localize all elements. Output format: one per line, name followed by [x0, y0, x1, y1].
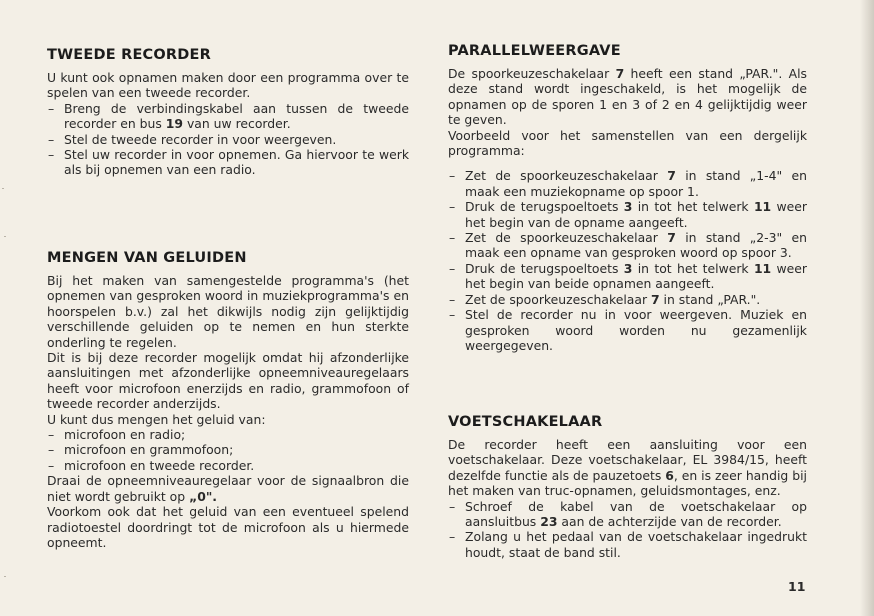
- list-item: – Druk de terugspoeltoets 3 in tot het telwerk 11 weer het begin van de opname aangeeft.: [448, 199, 807, 230]
- bullet-list: [47, 101, 409, 178]
- heading-voetschakelaar: VOETSCHAKELAAR: [448, 414, 603, 430]
- list-item: – Zet de spoorkeuzeschakelaar 7 in stand „2-3" en maak een opname van gesproken woord op spoor 3.: [448, 230, 807, 261]
- scan-mark: [4, 236, 6, 237]
- list-item: – Zet de spoorkeuzeschakelaar 7 in stand „PAR.".: [448, 292, 807, 307]
- page-edge: [860, 0, 874, 616]
- paragraph: Voorkom ook dat het geluid van een eventueel spelend radiotoestel doordringt tot de microfoon als u hiermede opneemt.: [47, 504, 409, 550]
- list-item: – Stel de recorder nu in voor weergeven. Muziek en gesproken woord worden nu gezamenlijk weergegeven.: [448, 307, 807, 353]
- paragraph: Bij het maken van samengestelde programma's (het opnemen van gesproken woord in muziekprogramma's en hoorspelen b.v.) zal het dikwijls nodig zijn gelijktijdig verschillende geluiden op te nemen en hun sterkte onderling te regelen.: [47, 273, 409, 350]
- page-number: 11: [788, 579, 806, 594]
- bullet-list: [448, 168, 807, 353]
- list-item: – Zolang u het pedaal van de voetschakelaar ingedrukt houdt, staat de band stil.: [448, 529, 807, 560]
- paragraph: Dit is bij deze recorder mogelijk omdat hij afzonderlijke aansluitingen met afzonderlijke opneemniveauregelaars heeft voor microfoon enerzijds en radio, grammofoon of tweede recorder anderzijds.: [47, 350, 409, 412]
- scan-mark: [4, 576, 6, 577]
- heading-tweede-recorder: TWEEDE RECORDER: [47, 47, 211, 63]
- section-voetschakelaar: [448, 413, 807, 560]
- list-item: – microfoon en grammofoon;: [47, 442, 409, 457]
- paragraph: De recorder heeft een aansluiting voor een voetschakelaar. Deze voetschakelaar, EL 3984/15, heeft dezelfde functie als de pauzetoets 6, en is zeer handig bij het maken van truc-opnamen, geluidsmontages, enz.: [448, 437, 807, 499]
- heading-mengen-van-geluiden: MENGEN VAN GELUIDEN: [47, 250, 247, 266]
- section-mengen-van-geluiden: [47, 249, 409, 550]
- paragraph: U kunt dus mengen het geluid van:: [47, 411, 266, 427]
- list-item: – microfoon en radio;: [47, 427, 409, 442]
- scan-mark: [2, 188, 4, 189]
- bullet-list: [47, 427, 409, 473]
- section-tweede-recorder: [47, 46, 409, 178]
- list-item: – Stel de tweede recorder in voor weergeven.: [47, 132, 409, 147]
- paragraph: Voorbeeld voor het samenstellen van een dergelijk programma:: [448, 127, 807, 159]
- list-item: – microfoon en tweede recorder.: [47, 458, 409, 473]
- list-item: – Zet de spoorkeuzeschakelaar 7 in stand „1-4" en maak een muziekopname op spoor 1.: [448, 168, 807, 199]
- paragraph: Draai de opneemniveauregelaar voor de signaalbron die niet wordt gebruikt op „0".: [47, 473, 409, 504]
- paragraph: De spoorkeuzeschakelaar 7 heeft een stand „PAR.". Als deze stand wordt ingeschakeld, is het mogelijk de opnamen op de sporen 1 en 3 of 2 en 4 gelijktijdig weer te geven.: [448, 66, 807, 128]
- list-item: – Stel uw recorder in voor opnemen. Ga hiervoor te werk als bij opnemen van een radio.: [47, 147, 409, 178]
- bullet-list: [448, 499, 807, 561]
- section-parallelweergave: [448, 42, 807, 353]
- paragraph: U kunt ook opnamen maken door een programma over te spelen van een tweede recorder.: [47, 70, 409, 101]
- list-item: – Schroef de kabel van de voetschakelaar op aansluitbus 23 aan de achterzijde van de recorder.: [448, 499, 807, 530]
- heading-parallelweergave: PARALLELWEERGAVE: [448, 43, 621, 59]
- list-item: – Druk de terugspoeltoets 3 in tot het telwerk 11 weer het begin van beide opnamen aangeeft.: [448, 261, 807, 292]
- list-item: – Breng de verbindingskabel aan tussen de tweede recorder en bus 19 van uw recorder.: [47, 101, 409, 132]
